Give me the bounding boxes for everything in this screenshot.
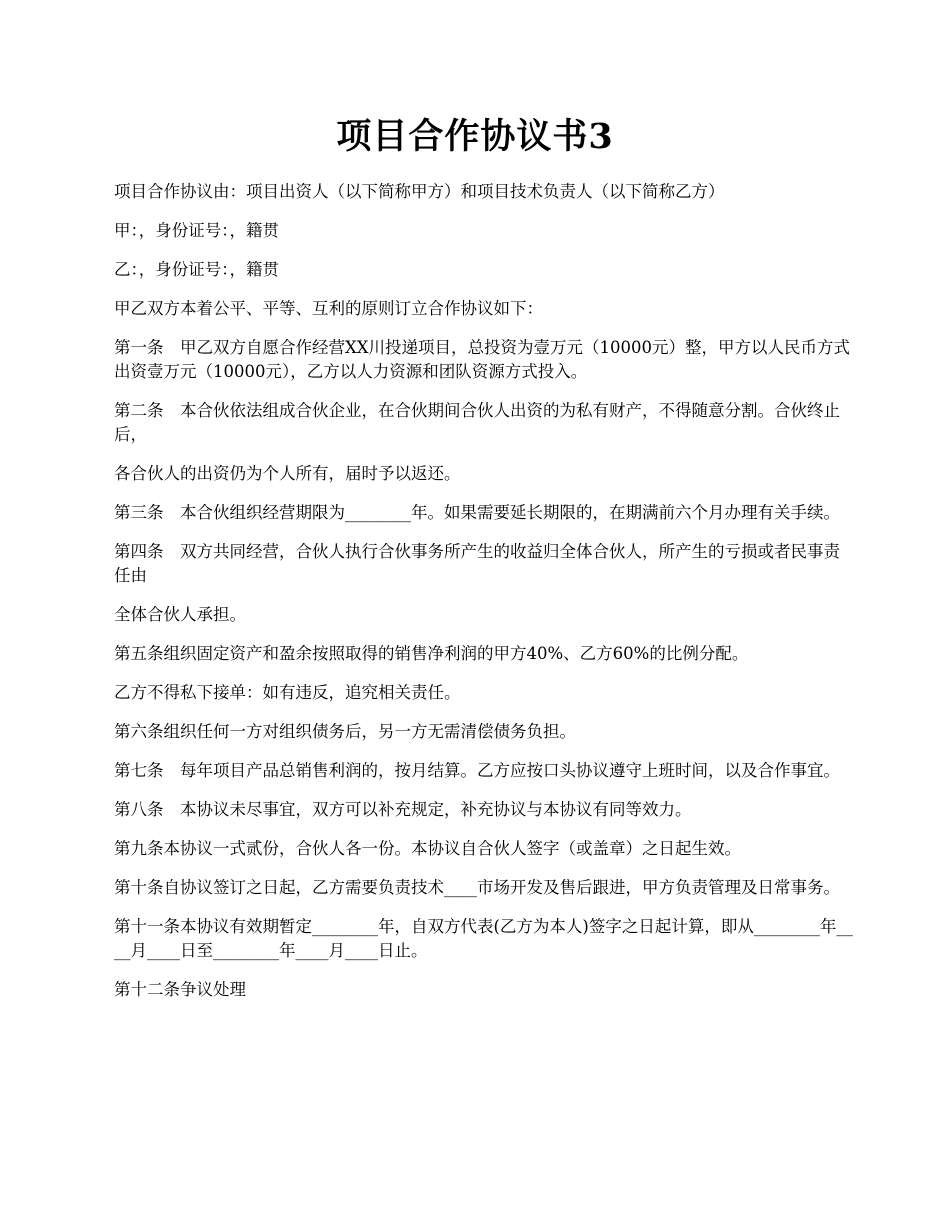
paragraph-article-7: 第七条 每年项目产品总销售利润的，按月结算。乙方应按口头协议遵守上班时间，以及合作事宜。 [114, 761, 840, 780]
document-body [114, 180, 854, 1017]
paragraph-article-12: 第十二条争议处理 [114, 980, 246, 999]
paragraph-article-2-cont: 各合伙人的出资仍为个人所有，届时予以返还。 [114, 464, 461, 483]
paragraph-article-11: 第十一条本协议有效期暂定________年，自双方代表(乙方为本人)签字之日起计算，即从________年____月____日至________年____月____日止。 [114, 917, 853, 960]
paragraph-article-2: 第二条 本合伙依法组成合伙企业，在合伙期间合伙人出资的为私有财产，不得随意分割。合伙终止后， [114, 401, 840, 444]
paragraph-article-4: 第四条 双方共同经营，合伙人执行合伙事务所产生的收益归全体合伙人，所产生的亏损或者民事责任由 [114, 542, 840, 585]
paragraph-party-a: 甲：，身份证号：，籍贯 [114, 221, 279, 240]
paragraph-article-9: 第九条本协议一式贰份，合伙人各一份。本协议自合伙人签字（或盖章）之日起生效。 [114, 839, 741, 858]
paragraph-principle: 甲乙双方本着公平、平等、互利的原则订立合作协议如下： [114, 299, 543, 318]
paragraph-article-10: 第十条自协议签订之日起，乙方需要负责技术____市场开发及售后跟进，甲方负责管理及日常事务。 [114, 878, 840, 897]
paragraph-party-b: 乙：，身份证号：，籍贯 [114, 260, 279, 279]
document-title: 项目合作协议书3 [336, 116, 614, 157]
paragraph-article-5-cont: 乙方不得私下接单：如有违反，追究相关责任。 [114, 683, 461, 702]
paragraph-intro: 项目合作协议由：项目出资人（以下简称甲方）和项目技术负责人（以下简称乙方） [114, 182, 725, 201]
paragraph-article-6: 第六条组织任何一方对组织债务后，另一方无需清偿债务负担。 [114, 722, 576, 741]
paragraph-article-5: 第五条组织固定资产和盈余按照取得的销售净利润的甲方40%、乙方60%的比例分配。 [114, 644, 749, 663]
paragraph-article-8: 第八条 本协议未尽事宜，双方可以补充规定，补充协议与本协议有同等效力。 [114, 800, 692, 819]
paragraph-article-1: 第一条 甲乙双方自愿合作经营XX川投递项目，总投资为壹万元（10000元）整，甲方以人民币方式出资壹万元（10000元），乙方以人力资源和团队资源方式投入。 [114, 338, 850, 381]
paragraph-article-4-cont: 全体合伙人承担。 [114, 605, 246, 624]
paragraph-article-3: 第三条 本合伙组织经营期限为________年。如果需要延长期限的，在期满前六个月办理有关手续。 [114, 503, 840, 522]
